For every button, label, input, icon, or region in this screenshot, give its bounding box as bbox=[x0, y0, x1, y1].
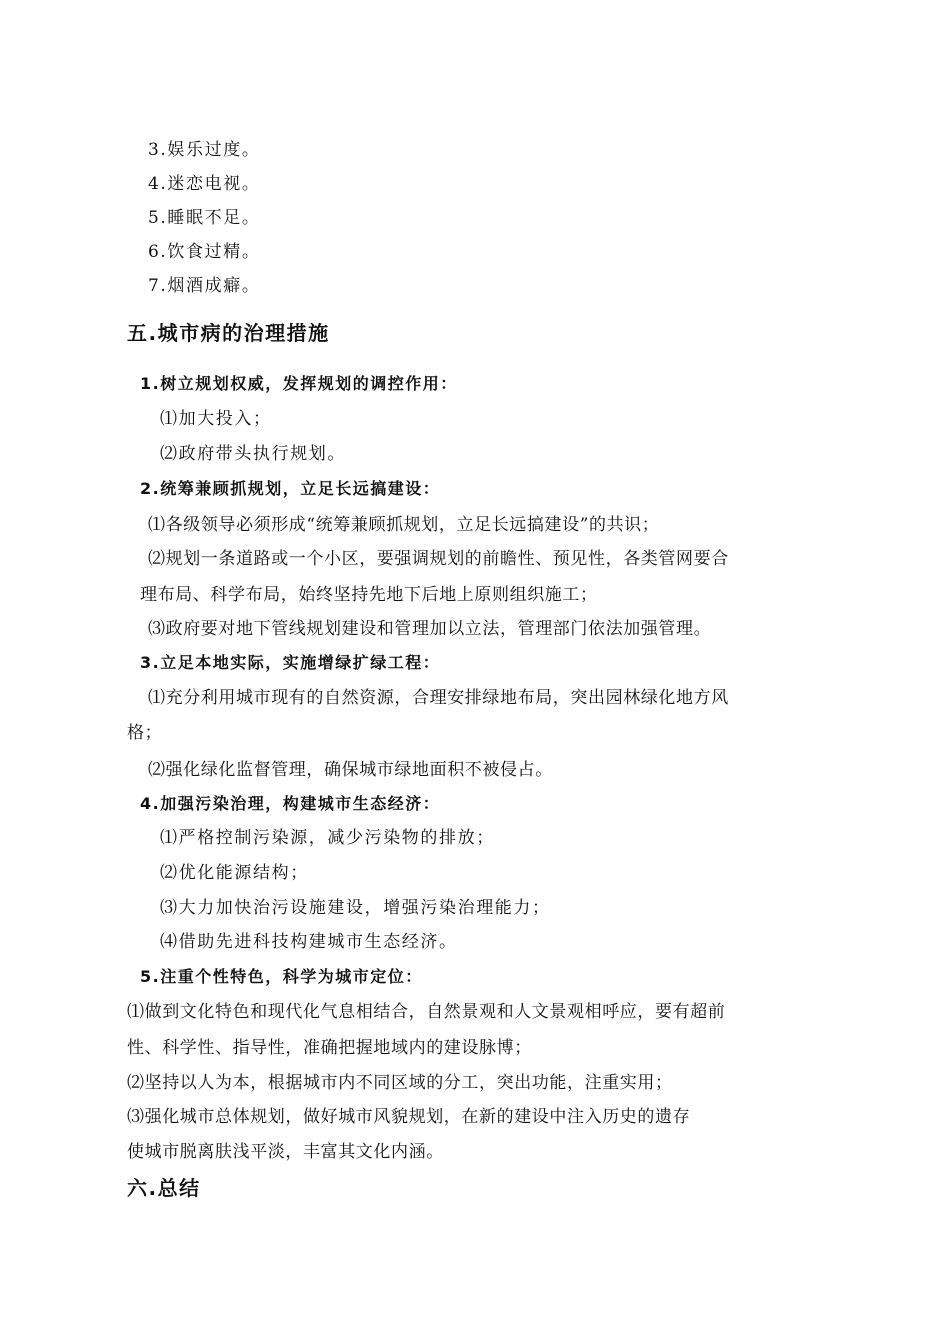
measure-item: ⑵强化绿化监督管理，确保城市绿地面积不被侵占。 bbox=[148, 760, 553, 780]
measure-item: ⑶大力加快治污设施建设，增强污染治理能力； bbox=[160, 898, 551, 918]
measure-item: ⑷借助先进科技构建城市生态经济。 bbox=[160, 932, 458, 952]
measure-item: 使城市脱离肤浅平淡，丰富其文化内涵。 bbox=[127, 1142, 444, 1162]
measure-item: ⑵坚持以人为本，根据城市内不同区域的分工，突出功能，注重实用； bbox=[127, 1073, 673, 1093]
section-heading: 六.总结 bbox=[127, 1176, 201, 1200]
measure-item: ⑵优化能源结构； bbox=[160, 863, 309, 883]
list-item: 6.饮食过精。 bbox=[148, 242, 261, 262]
measure-title: 1.树立规划权威，发挥规划的调控作用： bbox=[140, 374, 458, 393]
list-item: 5.睡眠不足。 bbox=[148, 208, 261, 228]
measure-item: 格； bbox=[127, 723, 163, 743]
measure-title: 4.加强污染治理，构建城市生态经济： bbox=[140, 794, 441, 813]
measure-title: 2.统筹兼顾抓规划，立足长远搞建设： bbox=[140, 479, 441, 498]
measure-title: 3.立足本地实际，实施增绿扩绿工程： bbox=[140, 653, 441, 672]
measure-title: 5.注重个性特色，科学为城市定位： bbox=[140, 967, 423, 986]
measure-item: ⑴严格控制污染源，减少污染物的排放； bbox=[160, 828, 495, 848]
list-item: 7.烟酒成癖。 bbox=[148, 276, 261, 296]
section-heading: 五.城市病的治理措施 bbox=[127, 321, 330, 345]
measure-item: ⑴充分利用城市现有的自然资源，合理安排绿地布局，突出园林绿化地方风 bbox=[148, 688, 729, 708]
measure-item: ⑶强化城市总体规划，做好城市风貌规划，在新的建设中注入历史的遗存 bbox=[127, 1107, 691, 1127]
measure-item: 性、科学性、指导性，准确把握地域内的建设脉博； bbox=[127, 1038, 532, 1058]
measure-item: ⑶政府要对地下管线规划建设和管理加以立法，管理部门依法加强管理。 bbox=[148, 619, 712, 639]
measure-item: ⑴做到文化特色和现代化气息相结合，自然景观和人文景观相呼应，要有超前 bbox=[127, 1002, 726, 1022]
measure-item: ⑴各级领导必须形成“统筹兼顾抓规划，立足长远搞建设”的共识； bbox=[148, 515, 660, 535]
measure-item: ⑵政府带头执行规划。 bbox=[160, 444, 346, 464]
list-item: 4.迷恋电视。 bbox=[148, 174, 261, 194]
measure-item: ⑴加大投入； bbox=[160, 409, 272, 429]
list-item: 3.娱乐过度。 bbox=[148, 140, 261, 160]
measure-item: ⑵规划一条道路或一个小区，要强调规划的前瞻性、预见性，各类管网要合 bbox=[148, 549, 729, 569]
measure-item: 理布局、科学布局，始终坚持先地下后地上原则组织施工； bbox=[140, 585, 598, 605]
